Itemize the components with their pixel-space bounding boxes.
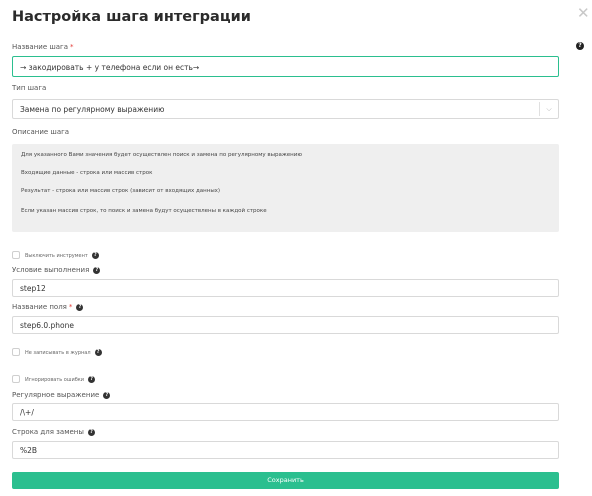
ignore-errors-checkbox[interactable] — [12, 375, 20, 383]
regex-input[interactable]: /\+/ — [12, 403, 559, 421]
field-name-input[interactable]: step6.0.phone — [12, 316, 559, 334]
help-icon[interactable]: ? — [88, 429, 95, 436]
required-mark: * — [68, 303, 73, 311]
help-icon[interactable]: ? — [76, 304, 83, 311]
no-log-checkbox[interactable] — [12, 348, 20, 356]
help-icon[interactable]: ? — [92, 252, 99, 259]
condition-input[interactable]: step12 — [12, 279, 559, 297]
replacement-input[interactable]: %2B — [12, 441, 559, 459]
close-icon[interactable]: ✕ — [577, 4, 590, 22]
step-name-input[interactable]: → закодировать + у телефона если он есть→ — [12, 56, 559, 77]
ignore-errors-label: Игнорировать ошибки — [25, 377, 85, 383]
help-icon[interactable]: ? — [88, 376, 95, 383]
no-log-label: Не записывать в журнал — [25, 350, 91, 356]
required-mark: * — [70, 43, 74, 51]
replacement-label: Строка для замены ? — [12, 428, 95, 436]
description-line: Для указанного Вами значения будет осуществлен поиск и замена по регулярному выражению — [21, 152, 302, 158]
chevron-down-icon[interactable]: ⌵ — [539, 102, 558, 116]
description-line: Если указан массив строк, то поиск и замена будут осуществлены в каждой строке — [21, 208, 267, 214]
disable-tool-label: Выключить инструмент — [25, 253, 88, 259]
help-icon[interactable]: ? — [103, 392, 110, 399]
help-icon[interactable]: ? — [576, 42, 584, 50]
description-box — [12, 144, 559, 232]
condition-label: Условие выполнения ? — [12, 266, 100, 274]
help-icon[interactable]: ? — [93, 267, 100, 274]
field-name-label: Название поля * ? — [12, 303, 83, 311]
description-line: Результат - строка или массив строк (зависит от входящих данных) — [21, 188, 221, 194]
modal-title: Настройка шага интеграции — [12, 9, 251, 25]
save-button[interactable]: Сохранить — [12, 472, 559, 489]
step-type-select[interactable] — [12, 99, 559, 119]
step-type-value: Замена по регулярному выражению — [20, 105, 165, 114]
description-label: Описание шага — [12, 128, 70, 136]
help-icon[interactable]: ? — [95, 349, 102, 356]
step-name-label: Название шага * — [12, 43, 74, 51]
step-type-label: Тип шага — [12, 84, 47, 92]
regex-label: Регулярное выражение ? — [12, 391, 110, 399]
description-line: Входящие данные - строка или массив строк — [21, 170, 153, 176]
disable-tool-checkbox[interactable] — [12, 251, 20, 259]
